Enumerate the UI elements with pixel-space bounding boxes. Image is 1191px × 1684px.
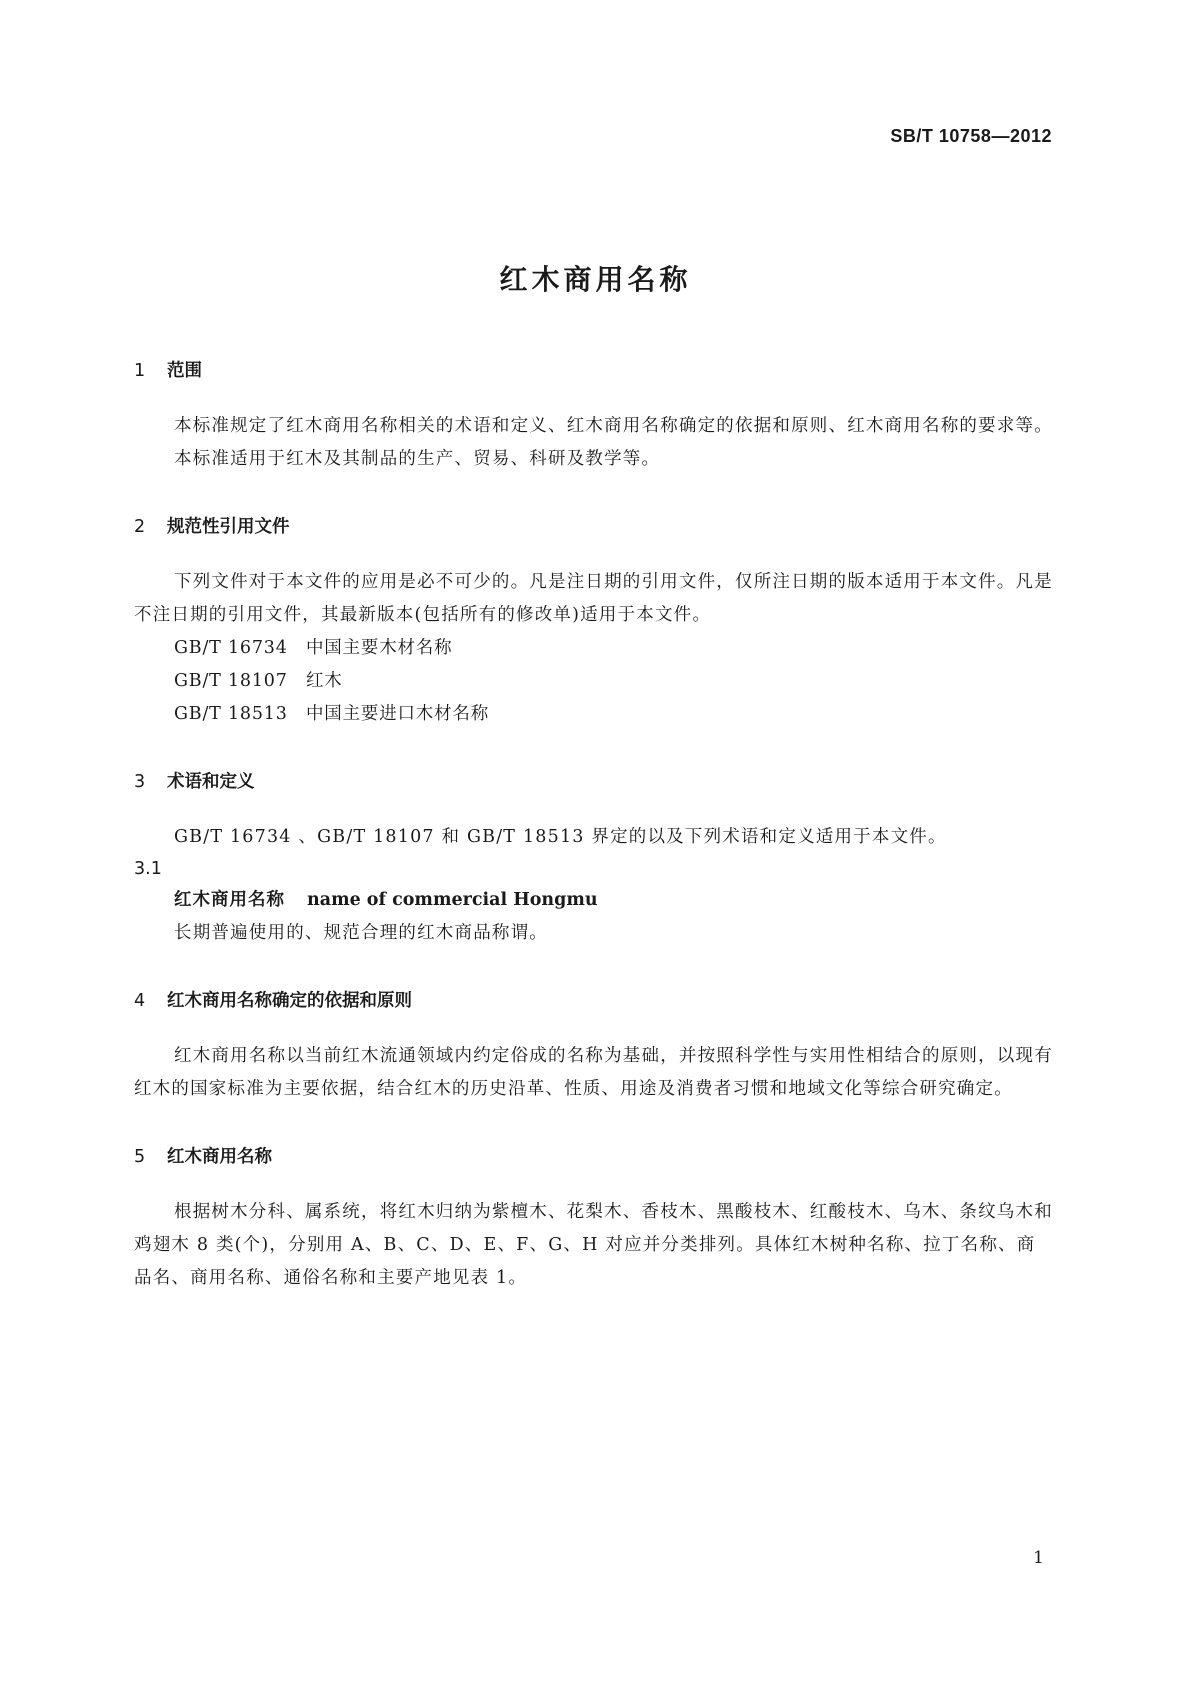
reference-item bbox=[134, 698, 1054, 731]
term-chinese: 红木商用名称 bbox=[174, 890, 285, 910]
clause-number: 3.1 bbox=[134, 859, 162, 879]
term-english: name of commercial Hongmu bbox=[307, 890, 598, 910]
term-entry bbox=[134, 884, 1054, 917]
section-2-paragraph-1: 下列文件对于本文件的应用是必不可少的。凡是注日期的引用文件，仅所注日期的版本适用于本文件。凡是不注日期的引用文件，其最新版本(包括所有的修改单)适用于本文件。 bbox=[134, 572, 1053, 625]
section-title: 红木商用名称 bbox=[167, 1147, 272, 1167]
document-body bbox=[134, 358, 1054, 1295]
section-1-heading bbox=[134, 358, 1054, 384]
section-2-heading bbox=[134, 514, 1054, 540]
section-title: 范围 bbox=[167, 361, 202, 381]
section-1-paragraph-1: 本标准规定了红木商用名称相关的术语和定义、红木商用名称确定的依据和原则、红木商用名称的要求等。 bbox=[174, 416, 1053, 436]
section-4-paragraph-1: 红木商用名称以当前红木流通领域内约定俗成的名称为基础，并按照科学性与实用性相结合的原则，以现有红木的国家标准为主要依据，结合红木的历史沿革、性质、用途及消费者习惯和地域文化等综合研究确定。 bbox=[134, 1046, 1053, 1099]
section-title: 红木商用名称确定的依据和原则 bbox=[167, 991, 412, 1011]
section-number: 5 bbox=[134, 1147, 146, 1167]
section-3-heading bbox=[134, 769, 1054, 795]
reference-name: 红木 bbox=[306, 671, 343, 691]
reference-code: GB/T 18513 bbox=[174, 704, 288, 724]
section-5-heading bbox=[134, 1144, 1054, 1170]
page-number: 1 bbox=[1033, 1548, 1044, 1568]
section-3-paragraph-1: GB/T 16734 、GB/T 18107 和 GB/T 18513 界定的以及下列术语和定义适用于本文件。 bbox=[174, 827, 947, 847]
section-5-paragraph-1: 根据树木分科、属系统，将红木归纳为紫檀木、花梨木、香枝木、黑酸枝木、红酸枝木、乌木、条纹乌木和鸡翅木 8 类(个)，分别用 A、B、C、D、E、F、G、H 对应并分类排列。具体红木树种名称、拉丁名称、商品名、商用名称、通俗名称和主要产地见表 1。 bbox=[134, 1202, 1053, 1288]
reference-item bbox=[134, 632, 1054, 665]
section-number: 4 bbox=[134, 991, 146, 1011]
reference-name: 中国主要进口木材名称 bbox=[306, 704, 489, 724]
section-1-paragraph-2: 本标准适用于红木及其制品的生产、贸易、科研及教学等。 bbox=[174, 449, 661, 469]
section-number: 3 bbox=[134, 772, 146, 792]
reference-item bbox=[134, 665, 1054, 698]
section-number: 2 bbox=[134, 517, 146, 537]
term-definition: 长期普遍使用的、规范合理的红木商品称谓。 bbox=[174, 923, 548, 943]
reference-name: 中国主要木材名称 bbox=[306, 638, 453, 658]
reference-code: GB/T 16734 bbox=[174, 638, 288, 658]
section-4-heading bbox=[134, 988, 1054, 1014]
section-title: 术语和定义 bbox=[167, 772, 255, 792]
section-number: 1 bbox=[134, 361, 146, 381]
reference-code: GB/T 18107 bbox=[174, 671, 288, 691]
section-title: 规范性引用文件 bbox=[167, 517, 290, 537]
document-title: 红木商用名称 bbox=[499, 263, 692, 296]
standard-code: SB/T 10758—2012 bbox=[890, 126, 1052, 146]
